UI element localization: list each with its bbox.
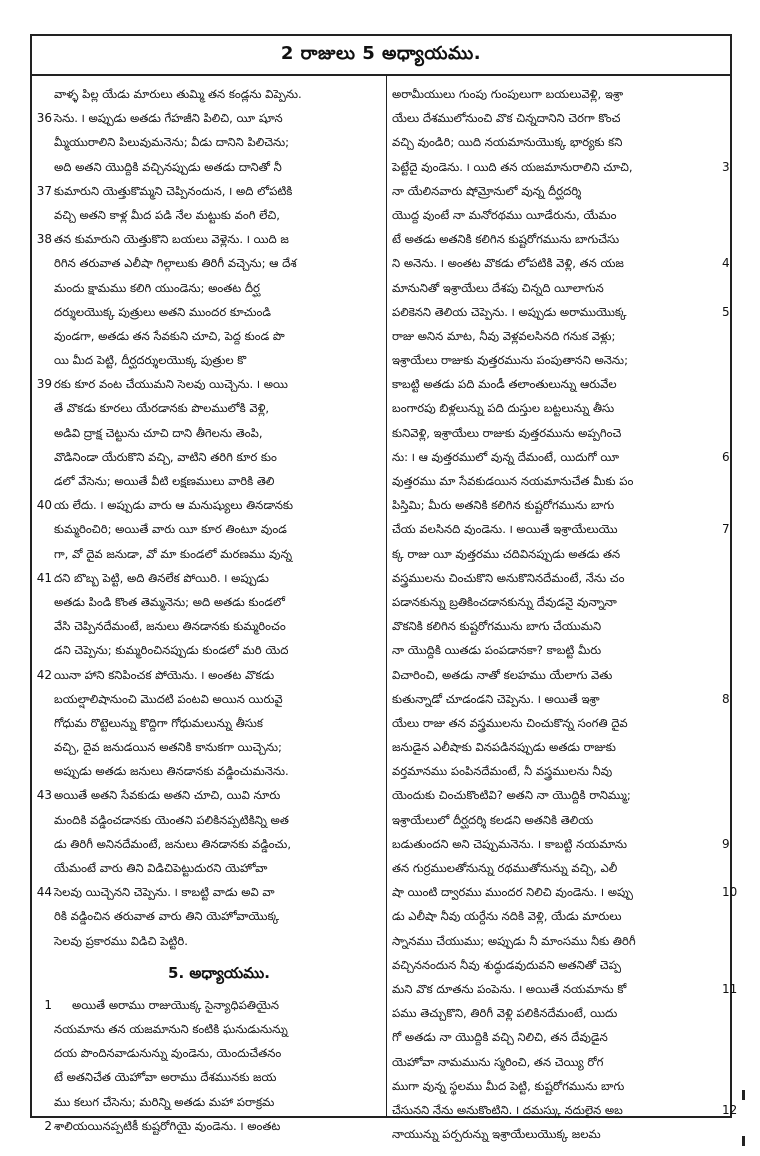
running-header bbox=[32, 36, 730, 76]
verse-number: 37 bbox=[36, 183, 52, 198]
text-line bbox=[392, 711, 718, 735]
edge-mark bbox=[742, 1090, 745, 1100]
text-line bbox=[54, 300, 384, 324]
verse-number: 11 bbox=[722, 981, 738, 996]
line-text: పలికెనని తెలియ చెప్పెను. ౹ అప్పుడు అరాముయొక్క bbox=[392, 304, 627, 319]
text-line bbox=[392, 783, 718, 807]
line-text: డు ఎలీషా నీవు యర్దేను నదికి వెళ్లి, యేడు మారులు bbox=[392, 909, 622, 924]
text-line bbox=[392, 493, 718, 517]
verse-number: 9 bbox=[722, 836, 730, 851]
line-text: తన గుర్రములతోనున్ను రథముతోనున్ను వచ్చి, ఎలీ bbox=[392, 861, 618, 875]
verse-number: 42 bbox=[36, 667, 52, 682]
verse-number: 36 bbox=[36, 111, 52, 126]
text-line bbox=[392, 1098, 738, 1122]
text-line bbox=[392, 82, 718, 106]
text-line bbox=[392, 1025, 718, 1049]
text-line bbox=[44, 1114, 384, 1138]
text-line bbox=[36, 106, 384, 130]
line-text: అతడు పిండి కొంత తెమ్మనెను; అది అతడు కుండలో bbox=[54, 594, 285, 609]
line-text: డని చెప్పెను; కుమ్మరించినప్పుడు కుండలో మరి యెద bbox=[54, 643, 289, 658]
text-line bbox=[54, 1065, 384, 1089]
text-line bbox=[36, 663, 384, 687]
line-text: వర్తమానము పంపినదేమంటే, నీ వస్త్రములను నీవు bbox=[392, 764, 613, 779]
text-line bbox=[54, 808, 384, 832]
line-text: టే అతడు అతనికి కలిగిన కుష్టరోగమును బాగుచేసు bbox=[392, 232, 620, 247]
text-line bbox=[54, 1041, 384, 1065]
text-line bbox=[392, 1001, 718, 1025]
verse-number: 2 bbox=[44, 1118, 52, 1133]
text-line bbox=[36, 783, 384, 807]
line-text: యినా హాని కనిపించక పోయెను. ౹ అంతట వొకడు bbox=[54, 667, 275, 682]
text-line bbox=[54, 638, 384, 662]
line-text: వేసి చెప్పినదేమంటే, జనులు తినడానకు కుమ్మరించం bbox=[54, 619, 286, 634]
line-text: చేసునని నేను అనుకొంటిని. ౹ దమస్కు నదులైన అబ bbox=[392, 1102, 623, 1117]
text-line bbox=[392, 179, 718, 203]
line-text: వాళ్ళ పిల్ల యేడు మారులు తుమ్మి తన కండ్లను విప్పెను. bbox=[54, 87, 302, 101]
verse-number: 40 bbox=[36, 498, 52, 513]
line-text: యెందుకు చించుకొంటివి? అతని నా యొద్దికి రానిమ్ము; bbox=[392, 788, 631, 803]
left-column bbox=[36, 82, 384, 1138]
line-text: చేయ వలసినది వుండెను. ౹ అయితే ఇశ్రాయేలుయొ bbox=[392, 522, 618, 537]
text-line bbox=[44, 993, 384, 1017]
text-line bbox=[392, 421, 718, 445]
line-text: మానునితో ఇశ్రాయేలు దేశపు చిన్నది యీలాగున bbox=[392, 280, 604, 295]
line-text: ముగా వున్న స్థలము మీద పెట్టి, కుష్టరోగమును బాగు bbox=[392, 1078, 625, 1093]
text-line bbox=[54, 590, 384, 614]
text-line bbox=[392, 856, 718, 880]
line-text: పడానకున్ను బ్రతికించడానకున్ను దేవుడనై వున్నానా bbox=[392, 594, 617, 609]
text-line bbox=[392, 929, 718, 953]
line-text: యేలు రాజు తన వస్త్రములను చించుకొన్న సంగతి దైవ bbox=[392, 715, 628, 730]
text-line bbox=[54, 1090, 384, 1114]
text-line bbox=[54, 832, 384, 856]
line-text: వొకనికి కలిగిన కుష్టరోగమును బాగు చేయుమని bbox=[392, 619, 602, 634]
text-line bbox=[392, 106, 718, 130]
text-line bbox=[54, 421, 384, 445]
text-line bbox=[392, 880, 738, 904]
line-text: గో అతడు నా యొద్దికి వచ్చి నిలిచి, తన దేవుడైన bbox=[392, 1030, 608, 1045]
line-text: యి మీద పెట్టి, దీర్ఘదర్శులయొక్క పుత్రుల కొ bbox=[54, 353, 247, 368]
verse-number: 39 bbox=[36, 377, 52, 392]
line-text: ఇశ్రాయేలు రాజుకు వుత్తరమును పంపుతానని అనెను; bbox=[392, 353, 628, 368]
line-text: యెహోవా నామమును స్మరించి, తన చెయ్యి రోగ bbox=[392, 1054, 604, 1069]
text-line bbox=[392, 203, 718, 227]
line-text: మని వొక దూతను పంపెను. ౹ అయితే నయమాను కో bbox=[392, 981, 627, 996]
text-line bbox=[392, 1122, 718, 1146]
text-line bbox=[392, 1074, 718, 1098]
line-text: స్నానము చేయుము; అప్పుడు నీ మాంసము నీకు తిరిగీ bbox=[392, 933, 636, 948]
text-line bbox=[392, 227, 718, 251]
text-line bbox=[54, 396, 384, 420]
text-line bbox=[54, 251, 384, 275]
line-text: వచ్చి అతని కాళ్ల మీద పడి నేల మట్టుకు వంగి లేచి, bbox=[54, 207, 280, 222]
line-text: ఇశ్రాయేలులో దీర్ఘదర్శి కలడని అతనికి తెలియ bbox=[392, 812, 594, 827]
line-text: య లేదు. ౹ అప్పుడు వారు ఆ మనుష్యులు తినడానకు bbox=[54, 498, 293, 513]
line-text: బయల్షాలిషానుంచి మొదటి పంటవి అయిన యిరువై bbox=[54, 691, 283, 706]
line-text: డలో వేసెను; అయితే వీటి లక్షణములు వారికి తెలి bbox=[54, 474, 275, 488]
line-text: రాజు అనిన మాట, నీవు వెళ్లవలసినది గనుక వెళ్లు; bbox=[392, 328, 616, 343]
page-frame bbox=[30, 34, 738, 1142]
verse-number: 44 bbox=[36, 885, 52, 900]
chapter-heading: 5. అధ్యాయము. bbox=[168, 963, 270, 982]
line-text: పెట్టేదై వుండెను. ౹ యిది తన యజమానురాలిని చూచి, bbox=[392, 159, 633, 174]
text-line bbox=[392, 687, 730, 711]
text-line bbox=[392, 300, 730, 324]
line-text: పిస్తిమి; మీరు అతనికి కలిగిన కుష్టరోగమును బాగు bbox=[392, 498, 615, 513]
text-line bbox=[54, 82, 384, 106]
text-line bbox=[392, 1050, 718, 1074]
line-text: ని అనెను. ౹ అంతట వొకడు లోపటికి వెళ్లి, తన యజ bbox=[392, 256, 624, 271]
line-text: డు తిరిగీ అనినదేమంటే, జనులు తినడానకు వడ్డించు, bbox=[54, 836, 292, 851]
text-line bbox=[392, 953, 718, 977]
text-line bbox=[54, 735, 384, 759]
text-line bbox=[392, 251, 730, 275]
line-text: షా యింటి ద్వారము ముందర నిలిచి వుండెను. ౹ అప్పు bbox=[392, 885, 633, 900]
text-line bbox=[392, 832, 730, 856]
line-text: అయితే అతని సేవకుడు అతని చూచి, యివి నూరు bbox=[54, 788, 281, 803]
text-line bbox=[54, 711, 384, 735]
line-text: బంగారపు బిళ్లలున్ను పది దుస్తుల బట్టలున్ను తీసు bbox=[392, 401, 615, 416]
verse-number: 38 bbox=[36, 232, 52, 247]
text-line bbox=[54, 445, 384, 469]
line-text: యేలు దేశములోనుంచి వొక చిన్నదానిని చెరగా కొంచ bbox=[392, 111, 621, 126]
text-line bbox=[36, 372, 384, 396]
text-line bbox=[392, 759, 718, 783]
line-text: తే వొకడు కూరలు యేరడానకు పొలములోకి వెళ్లి, bbox=[54, 401, 270, 416]
text-line bbox=[392, 396, 718, 420]
verse-number: 12 bbox=[722, 1102, 738, 1117]
line-text: కుమ్మరించిరి; అయితే వారు యీ కూర తింటూ వుండ bbox=[54, 522, 287, 537]
line-text: వుత్తరము మా సేవకుడయిన నయమానుచేత మీకు పం bbox=[392, 474, 634, 488]
line-text: శాలియయినప్పటికీ కుష్టరోగియై వుండెను. ౹ అంతట bbox=[54, 1118, 281, 1133]
text-line bbox=[54, 542, 384, 566]
verse-number: 1 bbox=[44, 997, 52, 1012]
line-text: కునివెళ్లి, ఇశ్రాయేలు రాజుకు వుత్తరమును అప్పగించె bbox=[392, 425, 622, 440]
text-line bbox=[392, 542, 718, 566]
line-text: టే అతనిచేత యెహోవా అరాము దేశమునకు జయ bbox=[54, 1070, 277, 1085]
text-line bbox=[54, 155, 384, 179]
verse-number: 7 bbox=[722, 522, 730, 537]
verse-number: 41 bbox=[36, 570, 52, 585]
text-line bbox=[392, 348, 718, 372]
line-text: బడుతుందని అని చెప్పుమనెను. ౹ కాబట్టి నయమాను bbox=[392, 836, 627, 851]
text-line bbox=[392, 445, 730, 469]
line-text: గా, వో దైవ జనుడా, వో మా కుండలో మరణము వున్న bbox=[54, 546, 293, 561]
line-text: నయమాను తన యజమానుని కంటికి ఘనుడునున్ను bbox=[54, 1021, 288, 1036]
line-text: వుండగా, అతడు తన సేవకుని చూచి, పెద్ద కుండ పొ bbox=[54, 328, 285, 343]
line-text: సెలవు ప్రకారము విడిచి పెట్టిరి. bbox=[54, 933, 188, 948]
text-line bbox=[392, 324, 718, 348]
text-line bbox=[54, 1017, 384, 1041]
line-text: జనుడైన ఎలీషాకు వినపడినప్పుడు అతడు రాజుకు bbox=[392, 740, 616, 755]
line-text: నా యొద్దికి యితడు పంపడానకా? కాబట్టి మీరు bbox=[392, 643, 602, 658]
text-line bbox=[392, 904, 718, 928]
verse-number: 5 bbox=[722, 304, 730, 319]
line-text: కాబట్టి అతడు పది మండీ తలాంతులున్ను ఆరువేల bbox=[392, 377, 617, 392]
line-text: నాయున్ను పర్పరున్ను ఇశ్రాయేలుయొక్క జలమ bbox=[392, 1127, 601, 1142]
line-text: మందికి వడ్డించడానకు యెంతని పలికినప్పటికిన్ని అత bbox=[54, 812, 289, 827]
text-line bbox=[392, 614, 718, 638]
line-text: ము కలుగ చేసెను; మరిన్ని అతడు మహా పరాక్రమ bbox=[54, 1094, 275, 1109]
right-column bbox=[392, 82, 738, 1146]
line-text: యొద్ద వుంటే నా మనోరథము యీడేరును, యేమం bbox=[392, 207, 617, 222]
verse-number: 8 bbox=[722, 691, 730, 706]
line-text: క్క రాజు యీ వుత్తరము చదివినప్పుడు అతడు తన bbox=[392, 546, 621, 561]
text-line bbox=[54, 130, 384, 154]
text-line bbox=[392, 590, 718, 614]
line-text: రిగిన తరువాత ఎలీషా గిల్గాలుకు తిరిగీ వచ్చెను; ఆ దేశ bbox=[54, 256, 297, 271]
line-text: వచ్చి వుండిరి; యిది నయమానుయొక్క భార్యకు కని bbox=[392, 135, 623, 150]
text-line bbox=[54, 324, 384, 348]
verse-number: 43 bbox=[36, 788, 52, 803]
line-text: నా యేలినవారు షోమ్రోనులో వున్న దీర్ఘదర్శి bbox=[392, 183, 582, 198]
text-line bbox=[392, 977, 738, 1001]
text-line bbox=[54, 203, 384, 227]
text-line bbox=[36, 566, 384, 590]
line-text: వచ్చిననందున నీవు శుద్ధుడవుదువని అతనితో చెప్ప bbox=[392, 957, 622, 972]
text-line bbox=[36, 227, 384, 251]
line-text: సెను. ౹ అప్పుడు అతడు గేహజీని పిలిచి, యీ షూన bbox=[54, 111, 283, 126]
verse-number: 3 bbox=[722, 159, 730, 174]
column-divider bbox=[386, 76, 387, 1118]
text-line bbox=[392, 808, 718, 832]
line-text: పము తెచ్చుకొని, తిరిగీ వెళ్లి పలికినదేమంటే, యిదు bbox=[392, 1006, 618, 1021]
text-line bbox=[36, 179, 384, 203]
text-line bbox=[392, 372, 718, 396]
line-text: మందు క్షామము కలిగి యుండెను; అంతట దీర్ఘ bbox=[54, 280, 260, 295]
line-text: సెలవు యిచ్చెనని చెప్పెను. ౹ కాబట్టి వాడు అవి వా bbox=[54, 885, 275, 900]
line-text: వొడినిండా యేరుకొని వచ్చి, వాటిని తరిగి కూర కుం bbox=[54, 449, 277, 464]
edge-mark bbox=[742, 1136, 745, 1146]
line-text: అడివి ద్రాక్ష చెట్టును చూచి దాని తీగెలను తెంపి, bbox=[54, 425, 263, 440]
text-line bbox=[392, 638, 718, 662]
text-line bbox=[392, 517, 730, 541]
verse-number: 10 bbox=[722, 885, 738, 900]
line-text: అప్పుడు అతడు జనులు తినడానకు వడ్డించుమనెను. bbox=[54, 764, 289, 779]
text-line bbox=[54, 856, 384, 880]
line-text: దయ పొందినవాడునున్ను వుండెను, యెందుచేతనం bbox=[54, 1046, 282, 1061]
text-line bbox=[54, 469, 384, 493]
text-line bbox=[54, 614, 384, 638]
running-title: 2 రాజులు 5 అధ్యాయము. bbox=[280, 42, 482, 64]
verse-number: 4 bbox=[722, 256, 730, 271]
text-line bbox=[36, 880, 384, 904]
line-text: అది అతని యొద్దికి వచ్చినప్పుడు అతడు దానితో నీ bbox=[54, 159, 282, 174]
text-line bbox=[54, 929, 384, 953]
line-text: రకు కూర వంట చేయుమని సెలవు యిచ్చెను. ౹ అయి bbox=[54, 377, 288, 392]
text-line bbox=[54, 904, 384, 928]
text-line bbox=[54, 348, 384, 372]
line-text: గోధుమ రొట్టెలున్ను కొద్దిగా గోధుమలున్ను తీసుక bbox=[54, 715, 263, 730]
line-text: కుమారుని యెత్తుకొమ్మని చెప్పినందున, ౹ అది లోపటికి bbox=[54, 183, 293, 198]
line-text: విచారించి, అతడు నాతో కలహము యేలాగు వెతు bbox=[392, 667, 613, 682]
line-text: దర్శులయొక్క పుత్రులు అతని ముందర కూచుండి bbox=[54, 304, 271, 319]
line-text: వస్త్రములను చించుకొని అనుకొనినదేమంటే, నేను చం bbox=[392, 570, 625, 585]
line-text: మ్మీయురాలిని పిలువుమనెను; వీడు దానిని పిలిచెను; bbox=[54, 135, 290, 150]
line-text: దని బొబ్బ పెట్టి, అది తినలేక పోయిరి. ౹ అప్పుడు bbox=[54, 570, 269, 585]
line-text: అరామీయులు గుంపు గుంపులుగా బయలువెళ్లి, ఇశ్రా bbox=[392, 87, 624, 101]
text-line bbox=[54, 759, 384, 783]
text-line bbox=[36, 493, 384, 517]
text-line bbox=[54, 687, 384, 711]
text-line bbox=[392, 130, 718, 154]
text-line bbox=[54, 517, 384, 541]
text-line bbox=[392, 155, 730, 179]
text-line bbox=[392, 566, 718, 590]
line-text: ను: ౹ ఆ వుత్తరములో వున్న దేమంటే, యిదుగో యీ bbox=[392, 449, 620, 464]
line-text: రికి వడ్డించిన తరువాత వారు తిని యెహోవాయొక్క bbox=[54, 909, 280, 924]
text-line bbox=[54, 276, 384, 300]
line-text: కుతున్నాడో చూడండని చెప్పెను. ౹ అయితే ఇశ్రా bbox=[392, 691, 600, 706]
line-text: తన కుమారుని యెత్తుకొని బయలు వెళ్లెను. ౹ యిది జ bbox=[54, 232, 289, 247]
text-line bbox=[392, 735, 718, 759]
line-text: వచ్చి, దైవ జనుడయిన అతనికి కానుకగా యిచ్చెను; bbox=[54, 740, 282, 755]
verse-number: 6 bbox=[722, 449, 730, 464]
line-text: యేమంటే వారు తిని విడిచిపెట్టుదురని యెహోవా bbox=[54, 861, 268, 875]
text-line bbox=[392, 469, 718, 493]
line-text: అయితే అరాము రాజుయొక్క సైన్యాధిపతియైన bbox=[72, 997, 280, 1012]
text-line bbox=[392, 276, 718, 300]
text-line bbox=[392, 663, 718, 687]
